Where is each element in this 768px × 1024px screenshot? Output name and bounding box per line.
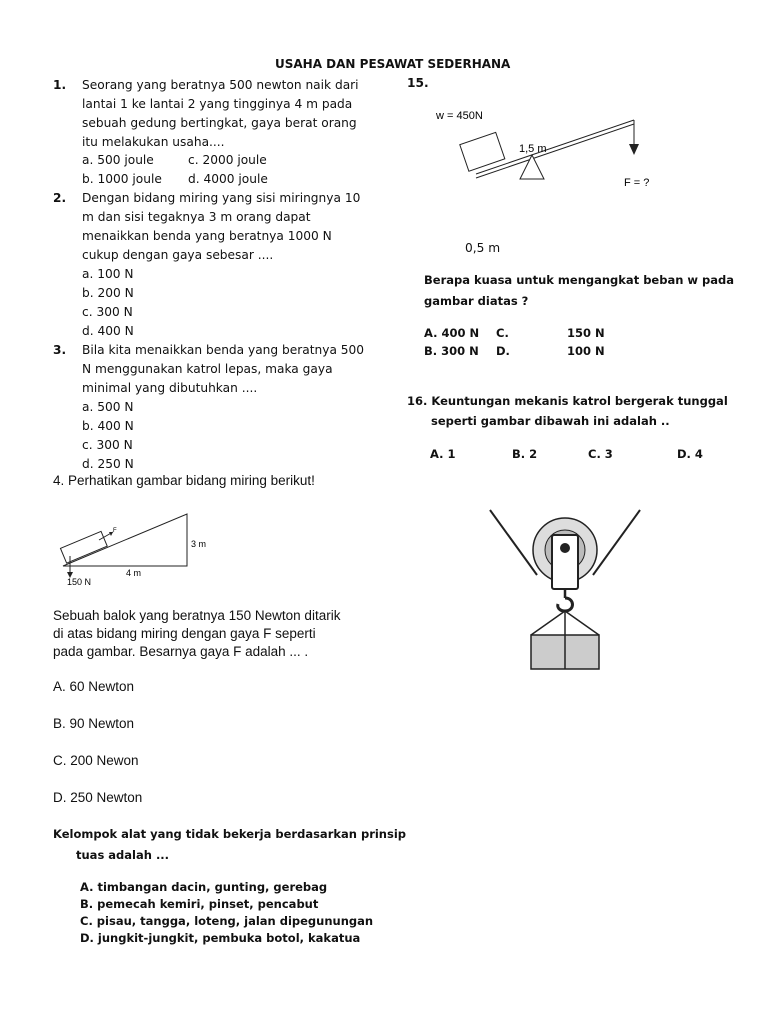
question-text-line: menaikkan benda yang beratnya 1000 N [82, 229, 332, 243]
option-a: A. 1 [430, 447, 456, 461]
option-d: d. 400 N [82, 324, 134, 338]
question-text-line: m dan sisi tegaknya 3 m orang dapat [82, 210, 311, 224]
option-a: A. 400 N [424, 326, 480, 340]
question-number: 15. [407, 76, 429, 90]
option-c-letter: C. [496, 326, 509, 340]
option-c: c. 2000 joule [188, 153, 267, 167]
option-b: B. 2 [512, 447, 538, 461]
option-d: D. 4 [677, 447, 703, 461]
weight-label: w = 450N [436, 110, 483, 122]
height-label: 3 m [191, 539, 207, 549]
option-c: C. pisau, tangga, loteng, jalan dipegunungan [80, 914, 374, 928]
option-a: a. 500 N [82, 400, 134, 414]
question-text-line: itu melakukan usaha.... [82, 135, 225, 149]
option-c: C. 3 [588, 447, 613, 461]
option-a: A. 60 Newton [53, 679, 135, 694]
question-number: 2. [53, 191, 67, 205]
question-text-line: sebuah gedung bertingkat, gaya berat orang [82, 116, 357, 130]
option-b: b. 200 N [82, 286, 134, 300]
lever-diagram [430, 100, 670, 200]
option-d: d. 250 N [82, 457, 134, 471]
option-d-value: 100 N [567, 344, 605, 358]
option-a: a. 100 N [82, 267, 134, 281]
question-text-line: pada gambar. Besarnya gaya F adalah ... . [53, 644, 309, 659]
question-text-line: Dengan bidang miring yang sisi miringnya 10 [82, 191, 361, 205]
question-text-line: minimal yang dibutuhkan .... [82, 381, 258, 395]
question-text-line: seperti gambar dibawah ini adalah .. [431, 414, 670, 428]
question-text-line: Berapa kuasa untuk mengangkat beban w pada [424, 273, 735, 287]
arm-length-label: 1,5 m [519, 143, 547, 155]
option-b: B. 300 N [424, 344, 479, 358]
question-heading: 4. Perhatikan gambar bidang miring berikut! [53, 473, 315, 488]
option-b: b. 400 N [82, 419, 134, 433]
option-c: C. 200 Newon [53, 753, 139, 768]
option-d-letter: D. [496, 344, 510, 358]
short-arm-label: 0,5 m [465, 241, 501, 255]
movable-pulley-diagram [485, 505, 645, 677]
question-text-line: lantai 1 ke lantai 2 yang tingginya 4 m pada [82, 97, 353, 111]
option-a: a. 500 joule [82, 153, 154, 167]
question-text-line: gambar diatas ? [424, 294, 529, 308]
question-text-line: tuas adalah ... [76, 848, 170, 862]
force-label: F [113, 528, 117, 534]
option-a: A. timbangan dacin, gunting, gerebag [80, 880, 328, 894]
option-d: D. 250 Newton [53, 790, 143, 805]
question-text-line: 16. Keuntungan mekanis katrol bergerak tunggal [407, 394, 728, 408]
question-number: 3. [53, 343, 67, 357]
option-c: c. 300 N [82, 438, 133, 452]
question-text-line: Sebuah balok yang beratnya 150 Newton ditarik [53, 608, 341, 623]
option-d: D. jungkit-jungkit, pembuka botol, kakatua [80, 931, 361, 945]
question-text-line: Kelompok alat yang tidak bekerja berdasarkan prinsip [53, 827, 407, 841]
inclined-plane-diagram [55, 508, 225, 590]
question-text-line: di atas bidang miring dengan gaya F seperti [53, 626, 316, 641]
option-b: B. pemecah kemiri, pinset, pencabut [80, 897, 319, 911]
question-text-line: Bila kita menaikkan benda yang beratnya 500 [82, 343, 365, 357]
option-b: b. 1000 joule [82, 172, 162, 186]
force-label: F = ? [624, 177, 650, 189]
page-title: USAHA DAN PESAWAT SEDERHANA [275, 57, 511, 71]
option-b: B. 90 Newton [53, 716, 135, 731]
question-text-line: cukup dengan gaya sebesar .... [82, 248, 274, 262]
option-c-value: 150 N [567, 326, 605, 340]
question-text-line: N menggunakan katrol lepas, maka gaya [82, 362, 333, 376]
weight-label: 150 N [67, 577, 92, 587]
option-c: c. 300 N [82, 305, 133, 319]
question-number: 1. [53, 78, 67, 92]
option-d: d. 4000 joule [188, 172, 268, 186]
base-label: 4 m [126, 568, 142, 578]
question-text-line: Seorang yang beratnya 500 newton naik dari [82, 78, 359, 92]
